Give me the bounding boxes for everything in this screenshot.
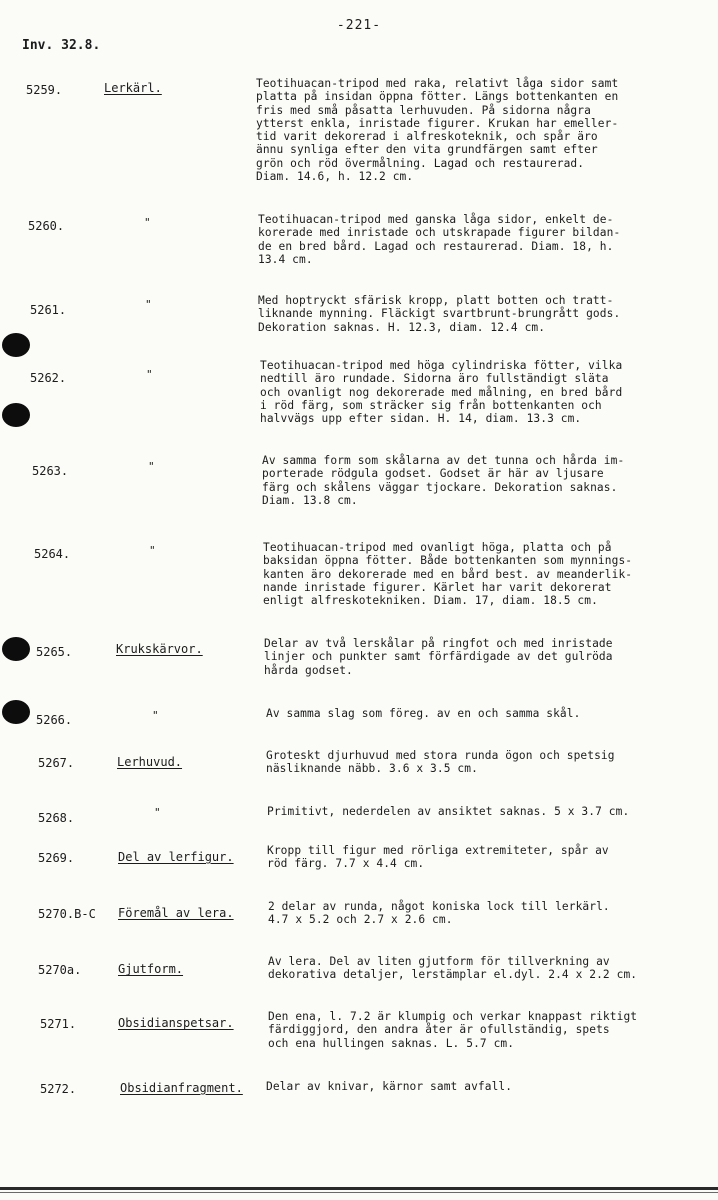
entry-description: Kropp till figur med rörliga extremiteter, spår av röd färg. 7.7 x 4.4 cm. bbox=[267, 844, 609, 871]
entry-number: 5268. bbox=[38, 811, 75, 825]
entry-description: Teotihuacan-tripod med ovanligt höga, platta och på baksidan öppna fötter. Både bottenkanten som mynnings- kanten äro dekorerade med en bård best. av meanderlik- nande inristade figurer. Kärlet har varit dekorerat enligt alfreskotekniken. Diam. 17, diam. 18.5 cm. bbox=[263, 541, 633, 608]
entry-description: Teotihuacan-tripod med höga cylindriska fötter, vilka nedtill äro rundade. Sidorna äro fullständigt släta och ovanligt nog dekorerade med målning, en bred bård i röd färg, som sträcker sig från bottenkanten och halvvägs upp efter sidan. H. 14, diam. 13.3 cm. bbox=[260, 359, 623, 426]
entry-number: 5262. bbox=[30, 371, 67, 385]
bottom-rule bbox=[0, 1187, 718, 1190]
entry-category: Gjutform. bbox=[118, 962, 184, 976]
ditto-mark: " bbox=[146, 368, 153, 381]
entry-number: 5261. bbox=[30, 303, 67, 317]
entry-category: Lerhuvud. bbox=[117, 755, 183, 769]
inventory-label: Inv. 32.8. bbox=[22, 38, 101, 53]
entry-category: Krukskärvor. bbox=[116, 642, 203, 656]
entry-description: Med hoptryckt sfärisk kropp, platt botten och tratt- liknande mynning. Fläckigt svartbrunt-brungrått gods. Dekoration saknas. H. 12.3, diam. 12.4 cm. bbox=[258, 294, 621, 334]
entry-description: 2 delar av runda, något koniska lock till lerkärl. 4.7 x 5.2 och 2.7 x 2.6 cm. bbox=[268, 900, 610, 927]
ditto-mark: " bbox=[144, 216, 151, 229]
entry-description: Teotihuacan-tripod med ganska låga sidor, enkelt de- korerade med inristade och utskrapade figurer bildan- de en bred bård. Lagad och restaurerad. Diam. 18, h. 13.4 cm. bbox=[258, 213, 621, 266]
entry-number: 5269. bbox=[38, 851, 75, 865]
bottom-rule-thin bbox=[0, 1192, 718, 1193]
entry-description: Av samma slag som föreg. av en och samma skål. bbox=[266, 707, 581, 720]
page-number: -221- bbox=[336, 18, 382, 33]
entry-number: 5266. bbox=[36, 713, 73, 727]
entry-description: Av lera. Del av liten gjutform för tillverkning av dekorativa detaljer, lerstämplar el.dyl. 2.4 x 2.2 cm. bbox=[268, 955, 638, 982]
entry-number: 5260. bbox=[28, 219, 65, 233]
punch-hole bbox=[2, 637, 30, 661]
entry-category: Föremål av lera. bbox=[118, 906, 234, 920]
ditto-mark: " bbox=[145, 298, 152, 311]
entry-number: 5264. bbox=[34, 547, 71, 561]
entry-number: 5267. bbox=[38, 756, 75, 770]
entry-number: 5271. bbox=[40, 1017, 77, 1031]
entry-description: Den ena, l. 7.2 är klumpig och verkar knappast riktigt färdiggjord, den andra åter är ofullständig, spets och ena hullingen saknas. L. 5.7 cm. bbox=[268, 1010, 638, 1050]
ditto-mark: " bbox=[152, 709, 159, 722]
entry-category: Lerkärl. bbox=[104, 81, 162, 95]
entry-description: Delar av två lerskålar på ringfot och med inristade linjer och punkter samt förfärdigade av det gulröda hårda godset. bbox=[264, 637, 613, 677]
punch-hole bbox=[2, 403, 30, 427]
entry-number: 5270a. bbox=[38, 963, 82, 977]
punch-hole bbox=[2, 333, 30, 357]
entry-number: 5263. bbox=[32, 464, 69, 478]
entry-description: Av samma form som skålarna av det tunna och hårda im- porterade rödgula godset. Godset är här av ljusare färg och skålens väggar tjockare. Dekoration saknas. Diam. 13.8 cm. bbox=[262, 454, 625, 507]
entry-number: 5272. bbox=[40, 1082, 77, 1096]
entry-description: Primitivt, nederdelen av ansiktet saknas. 5 x 3.7 cm. bbox=[267, 805, 630, 818]
entry-description: Delar av knivar, kärnor samt avfall. bbox=[266, 1080, 513, 1093]
entry-category: Obsidianspetsar. bbox=[118, 1016, 234, 1030]
punch-hole bbox=[2, 700, 30, 724]
entry-number: 5270.B-C bbox=[38, 907, 96, 921]
entry-category: Del av lerfigur. bbox=[118, 850, 234, 864]
entry-number: 5265. bbox=[36, 645, 73, 659]
entry-description: Teotihuacan-tripod med raka, relativt låga sidor samt platta på insidan öppna fötter. Längs bottenkanten en fris med små påsatta lerhuvuden. På sidorna några ytterst enkla, inristade figurer. Krukan har emeller- tid varit dekorerad i alfreskoteknik, och spår äro ännu synliga efter den vita grundfärgen samt efter grön och röd övermålning. Lagad och restaurerad. Diam. 14.6, h. 12.2 cm. bbox=[256, 77, 619, 184]
ditto-mark: " bbox=[149, 544, 156, 557]
ditto-mark: " bbox=[148, 460, 155, 473]
ditto-mark: " bbox=[154, 806, 161, 819]
entry-description: Groteskt djurhuvud med stora runda ögon och spetsig näsliknande näbb. 3.6 x 3.5 cm. bbox=[266, 749, 615, 776]
entry-number: 5259. bbox=[26, 83, 63, 97]
entry-category: Obsidianfragment. bbox=[120, 1081, 243, 1095]
